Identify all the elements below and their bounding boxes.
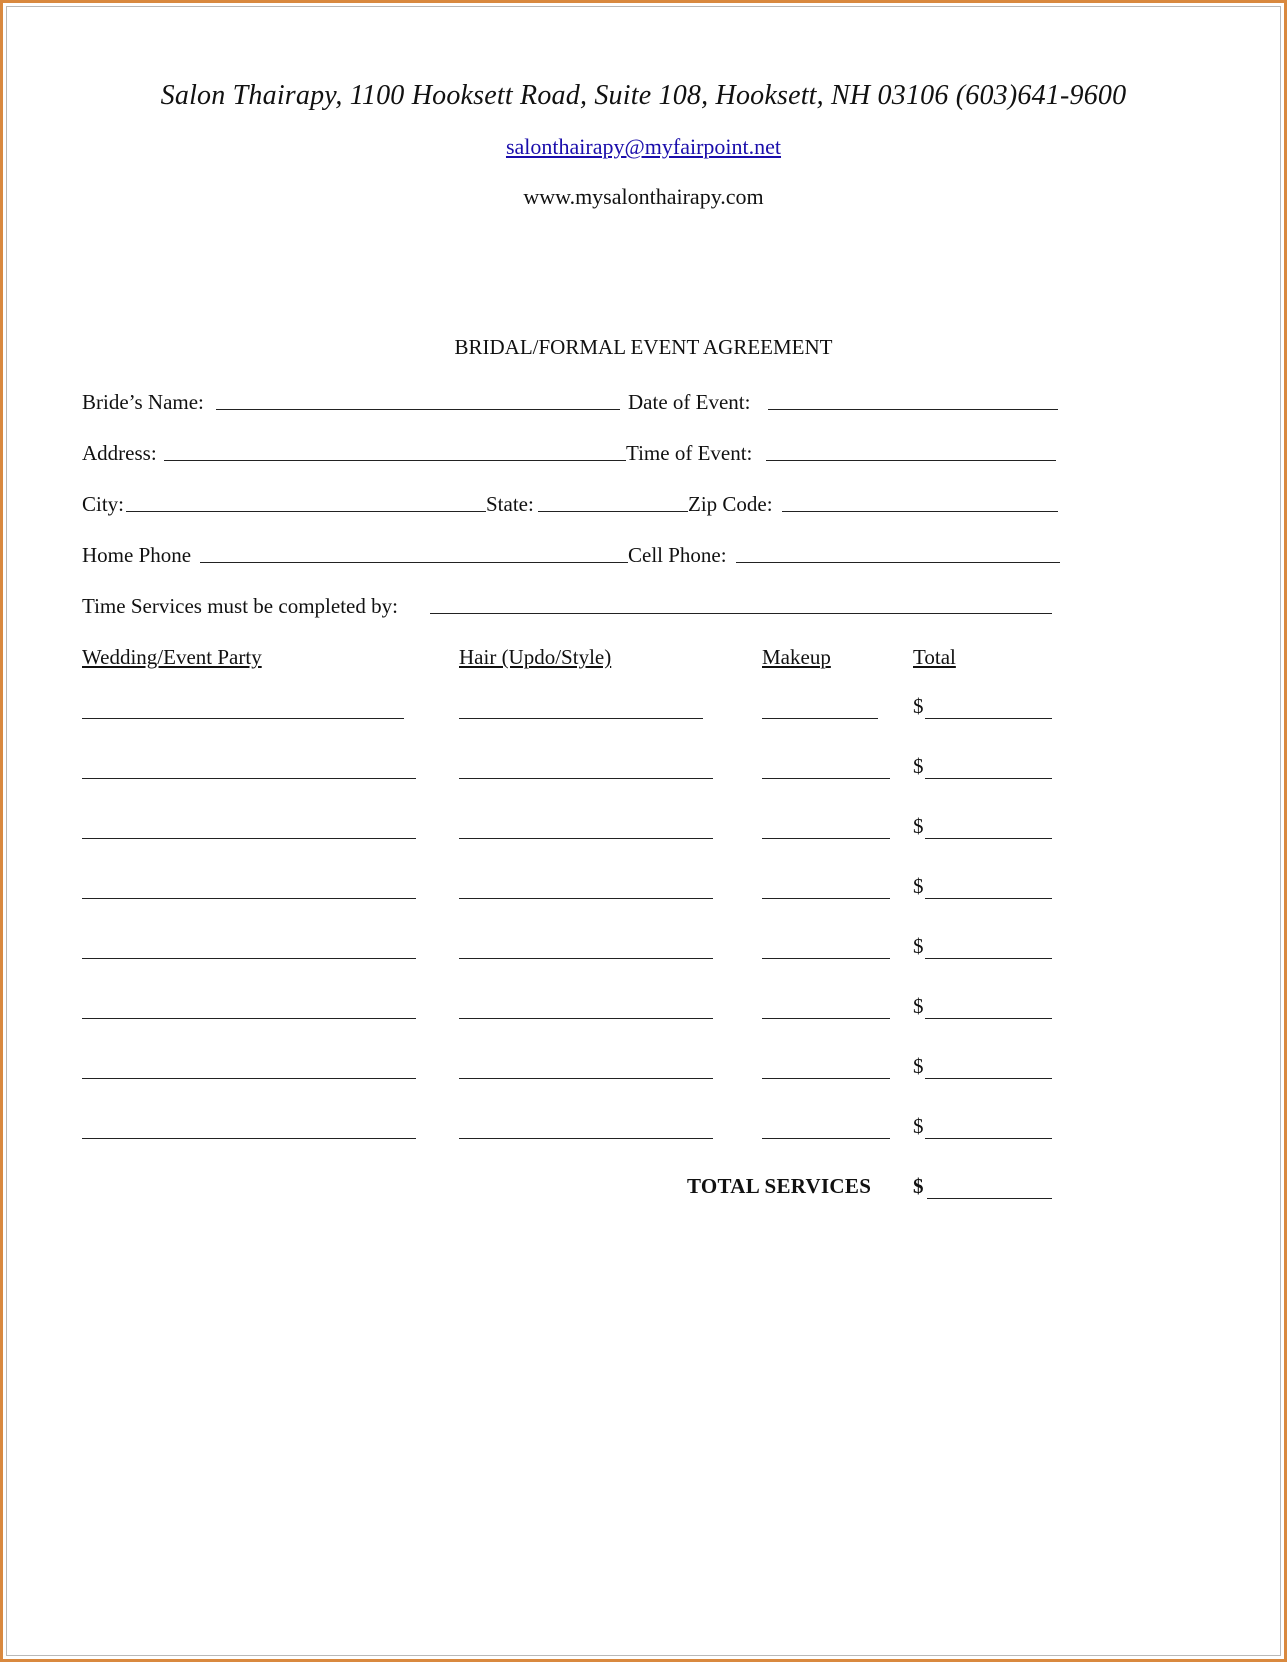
total-field-8[interactable] [925,1138,1052,1139]
total-field-4[interactable] [925,898,1052,899]
city-field[interactable] [126,511,486,512]
column-header-makeup: Makeup [762,645,831,669]
makeup-field-2[interactable] [762,778,890,779]
party-name-field-2[interactable] [82,778,416,779]
party-name-field-4[interactable] [82,898,416,899]
makeup-field-8[interactable] [762,1138,890,1139]
total-field-3[interactable] [925,838,1052,839]
brides-name-label: Bride’s Name: [82,390,204,414]
zip-code-label: Zip Code: [688,492,773,516]
total-dollar-sign: $ [913,1174,924,1198]
makeup-field-1[interactable] [762,718,878,719]
column-header-total: Total [913,645,956,669]
total-services-label: TOTAL SERVICES [687,1174,872,1198]
document-page [6,6,1281,1656]
total-services-field[interactable] [927,1198,1052,1199]
total-field-6[interactable] [925,1018,1052,1019]
hair-field-1[interactable] [459,718,703,719]
website-text: www.mysalonthairapy.com [523,184,764,209]
party-name-field-8[interactable] [82,1138,416,1139]
makeup-field-7[interactable] [762,1078,890,1079]
party-name-field-5[interactable] [82,958,416,959]
makeup-field-5[interactable] [762,958,890,959]
cell-phone-field[interactable] [736,562,1060,563]
dollar-sign: $ [913,874,924,898]
total-field-2[interactable] [925,778,1052,779]
makeup-field-3[interactable] [762,838,890,839]
date-of-event-label: Date of Event: [628,390,751,414]
party-name-field-7[interactable] [82,1078,416,1079]
dollar-sign: $ [913,814,924,838]
hair-field-8[interactable] [459,1138,713,1139]
makeup-field-4[interactable] [762,898,890,899]
makeup-field-6[interactable] [762,1018,890,1019]
date-of-event-field[interactable] [768,409,1058,410]
dollar-sign: $ [913,994,924,1018]
state-field[interactable] [538,511,688,512]
salon-address-line: Salon Thairapy, 1100 Hooksett Road, Suite 108, Hooksett, NH 03106 (603)641-9600 [160,80,1127,111]
column-header-hair: Hair (Updo/Style) [459,645,612,669]
home-phone-label: Home Phone [82,543,192,567]
hair-field-3[interactable] [459,838,713,839]
hair-field-5[interactable] [459,958,713,959]
time-of-event-label: Time of Event: [626,441,753,465]
hair-field-7[interactable] [459,1078,713,1079]
state-label: State: [486,492,534,516]
total-field-5[interactable] [925,958,1052,959]
city-label: City: [82,492,125,516]
dollar-sign: $ [913,1114,924,1138]
time-of-event-field[interactable] [766,460,1056,461]
zip-code-field[interactable] [782,511,1058,512]
home-phone-field[interactable] [200,562,628,563]
cell-phone-label: Cell Phone: [628,543,727,567]
hair-field-2[interactable] [459,778,713,779]
address-field[interactable] [164,460,626,461]
dollar-sign: $ [913,934,924,958]
time-services-field[interactable] [430,613,1052,614]
hair-field-6[interactable] [459,1018,713,1019]
address-label: Address: [82,441,157,465]
party-name-field-3[interactable] [82,838,416,839]
total-field-7[interactable] [925,1078,1052,1079]
dollar-sign: $ [913,694,924,718]
hair-field-4[interactable] [459,898,713,899]
total-field-1[interactable] [925,718,1052,719]
time-services-label: Time Services must be completed by: [82,594,398,618]
brides-name-field[interactable] [216,409,620,410]
email-link[interactable]: salonthairapy@myfairpoint.net [505,134,782,159]
party-name-field-6[interactable] [82,1018,416,1019]
dollar-sign: $ [913,754,924,778]
party-name-field-1[interactable] [82,718,404,719]
form-title: BRIDAL/FORMAL EVENT AGREEMENT [454,335,833,359]
column-header-party: Wedding/Event Party [82,645,262,669]
dollar-sign: $ [913,1054,924,1078]
